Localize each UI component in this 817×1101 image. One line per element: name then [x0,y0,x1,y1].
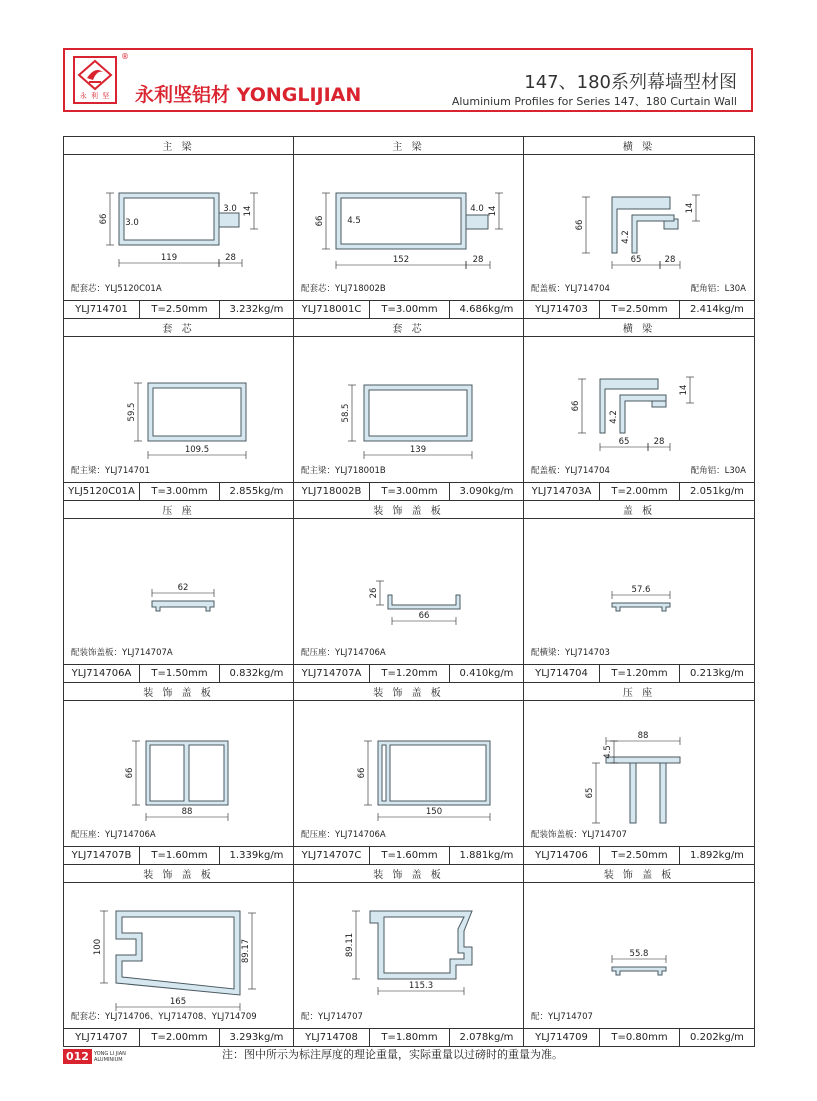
profile-weight: 0.410kg/m [450,665,524,683]
profile-name: 主 梁 [64,137,294,155]
profile-drawing-cell [294,519,524,665]
profile-code: YLJ714704 [524,665,600,683]
matching-part-note: 配套芯：YLJ5120C01A [71,284,162,294]
profile-code: YLJ714703 [524,301,600,319]
dimension-label: 4.5 [603,745,613,759]
profile-section-drawing [524,337,753,482]
profile-name: 套 芯 [64,319,294,337]
profile-section-drawing [524,155,753,300]
profile-code: YLJ714701 [64,301,140,319]
logo-subtext: 永 利 坚 [79,92,111,100]
profile-drawing-cell [64,337,294,483]
profile-drawing-cell [294,701,524,847]
profile-weight: 1.892kg/m [680,847,755,865]
dimension-label: 66 [571,400,581,412]
profile-thickness: T=3.00mm [370,483,450,501]
profile-section-drawing [294,155,523,300]
matching-part-note-2: 配角铝：L30A [690,284,746,294]
profile-drawing-cell [524,337,755,483]
page-sub-brand: YONG LI JIAN [93,1050,126,1057]
dimension-label: 165 [169,997,187,1007]
profile-code: YLJ718002B [294,483,370,501]
profile-drawing-cell [524,883,755,1029]
profile-drawing-cell [64,701,294,847]
profile-code: YLJ714707B [64,847,140,865]
registered-mark: ® [121,52,129,61]
matching-part-note: 配压座：YLJ714706A [71,830,156,840]
dimension-label: 89.11 [345,932,355,958]
dimension-label: 4.2 [609,410,619,424]
dimension-label: 66 [125,767,135,779]
matching-part-note: 配装饰盖板：YLJ714707A [71,648,173,658]
profile-weight: 0.202kg/m [680,1029,755,1047]
profile-weight: 3.232kg/m [220,301,294,319]
page-number [63,1046,126,1065]
matching-part-note: 配盖板：YLJ714704 [531,284,610,294]
profile-code: YLJ714706 [524,847,600,865]
profile-drawing-cell [524,155,755,301]
profile-drawing-cell [64,519,294,665]
profile-code: YLJ714707 [64,1029,140,1047]
profile-weight: 4.686kg/m [450,301,524,319]
page-number-badge: 012 [63,1049,92,1064]
profile-code: YLJ714703A [524,483,600,501]
dimension-label: 100 [93,938,103,956]
profile-name: 装 饰 盖 板 [64,865,294,883]
profile-section-drawing [524,519,753,664]
profile-code: YLJ718001C [294,301,370,319]
dimension-label: 28 [225,253,236,263]
profile-thickness: T=1.20mm [600,665,680,683]
profile-code: YLJ714707A [294,665,370,683]
dimension-label: 65 [585,787,595,799]
dimension-label: 14 [679,384,689,396]
profile-name: 盖 板 [524,501,755,519]
dimension-label: 4.0 [470,204,484,214]
profile-weight: 3.090kg/m [450,483,524,501]
matching-part-note-2: 配角铝：L30A [690,466,746,476]
page-subtitle: Aluminium Profiles for Series 147、180 Curtain Wall [451,95,737,108]
logo-emblem-icon [75,58,115,92]
dimension-label: 14 [488,205,498,217]
matching-part-note: 配横梁：YLJ714703 [531,648,610,658]
profile-code: YLJ5120C01A [64,483,140,501]
dimension-label: 109.5 [184,445,210,455]
profile-weight: 3.293kg/m [220,1029,294,1047]
matching-part-note: 配压座：YLJ714706A [301,830,386,840]
profile-section-drawing [524,701,753,846]
matching-part-note: 配：YLJ714707 [301,1012,363,1022]
matching-part-note: 配装饰盖板：YLJ714707 [531,830,627,840]
profile-thickness: T=2.00mm [140,1029,220,1047]
profile-drawing-cell [294,883,524,1029]
profile-thickness: T=2.00mm [600,483,680,501]
profile-section-drawing [64,155,293,300]
matching-part-note: 配套芯：YLJ718002B [301,284,386,294]
profile-section-drawing [64,701,293,846]
profile-name: 装 饰 盖 板 [294,865,524,883]
dimension-label: 139 [409,445,427,455]
profile-thickness: T=2.50mm [140,301,220,319]
dimension-label: 28 [653,437,665,447]
dimension-label: 57.6 [631,585,651,595]
dimension-label: 3.0 [125,218,139,228]
profile-thickness: T=0.80mm [600,1029,680,1047]
profile-name: 横 梁 [524,319,755,337]
page-number-brand [94,1051,126,1063]
matching-part-note: 配主梁：YLJ714701 [71,466,150,476]
dimension-label: 119 [160,253,178,263]
profile-thickness: T=3.00mm [370,301,450,319]
profile-thickness: T=2.50mm [600,301,680,319]
profile-name: 压 座 [64,501,294,519]
dimension-label: 66 [575,219,585,231]
profile-name: 装 饰 盖 板 [64,683,294,701]
profile-name: 压 座 [524,683,755,701]
profile-thickness: T=1.50mm [140,665,220,683]
profile-weight: 2.855kg/m [220,483,294,501]
profile-section-drawing [524,883,753,1028]
dimension-label: 14 [685,202,695,214]
dimension-label: 58.5 [341,403,351,423]
dimension-label: 66 [99,213,109,225]
dimension-label: 88 [181,807,193,817]
dimension-label: 65 [618,437,630,447]
profile-weight: 1.881kg/m [450,847,524,865]
profile-section-drawing [294,701,523,846]
profile-section-drawing [294,883,523,1028]
profile-weight: 2.051kg/m [680,483,755,501]
profile-section-drawing [64,883,293,1028]
dimension-label: 14 [243,205,253,217]
profile-code: YLJ714707C [294,847,370,865]
profile-drawing-cell [64,155,294,301]
dimension-label: 3.0 [223,204,237,214]
profile-name: 套 芯 [294,319,524,337]
company-logo [73,56,117,104]
brand-name: 永利坚铝材 YONGLIJIAN [135,84,362,106]
profile-name: 装 饰 盖 板 [294,501,524,519]
dimension-label: 88 [637,731,649,741]
profile-thickness: T=1.20mm [370,665,450,683]
dimension-label: 66 [418,611,430,621]
profile-thickness: T=1.80mm [370,1029,450,1047]
page-header [63,48,753,112]
profile-drawing-cell [294,155,524,301]
dimension-label: 62 [177,583,189,593]
matching-part-note: 配主梁：YLJ718001B [301,466,386,476]
profile-section-drawing [64,519,293,664]
profile-code: YLJ714708 [294,1029,370,1047]
profile-thickness: T=1.60mm [140,847,220,865]
profile-weight: 2.414kg/m [680,301,755,319]
dimension-label: 55.8 [629,949,649,959]
footer-note: 注：图中所示为标注厚度的理论重量，实际重量以过磅时的重量为准。 [222,1048,563,1061]
profile-table [63,136,755,1047]
dimension-label: 150 [425,807,443,817]
profile-drawing-cell [524,519,755,665]
profile-name: 主 梁 [294,137,524,155]
profile-section-drawing [294,337,523,482]
dimension-label: 28 [472,255,484,265]
dimension-label: 152 [392,255,410,265]
profile-thickness: T=2.50mm [600,847,680,865]
page-sub-material: ALUMINIUM [93,1056,123,1063]
dimension-label: 26 [369,587,379,599]
profile-weight: 1.339kg/m [220,847,294,865]
profile-name: 装 饰 盖 板 [524,865,755,883]
profile-section-drawing [294,519,523,664]
profile-name: 装 饰 盖 板 [294,683,524,701]
profile-thickness: T=1.60mm [370,847,450,865]
dimension-label: 59.5 [127,402,137,422]
matching-part-note: 配压座：YLJ714706A [301,648,386,658]
dimension-label: 89.17 [241,938,251,964]
profile-code: YLJ714709 [524,1029,600,1047]
profile-section-drawing [64,337,293,482]
dimension-label: 66 [357,767,367,779]
dimension-label: 115.3 [408,981,434,991]
profile-thickness: T=3.00mm [140,483,220,501]
profile-name: 横 梁 [524,137,755,155]
dimension-label: 4.2 [621,230,631,244]
dimension-label: 66 [315,215,325,227]
profile-weight: 0.832kg/m [220,665,294,683]
dimension-label: 28 [664,255,676,265]
profile-code: YLJ714706A [64,665,140,683]
dimension-label: 4.5 [347,216,361,226]
page-title: 147、180系列幕墙型材图 [524,72,737,93]
dimension-label: 65 [630,255,642,265]
matching-part-note: 配：YLJ714707 [531,1012,593,1022]
profile-weight: 0.213kg/m [680,665,755,683]
profile-drawing-cell [294,337,524,483]
profile-weight: 2.078kg/m [450,1029,524,1047]
profile-drawing-cell [524,701,755,847]
matching-part-note: 配盖板：YLJ714704 [531,466,610,476]
matching-part-note: 配套芯：YLJ714706、YLJ714708、YLJ714709 [71,1012,257,1022]
profile-drawing-cell [64,883,294,1029]
